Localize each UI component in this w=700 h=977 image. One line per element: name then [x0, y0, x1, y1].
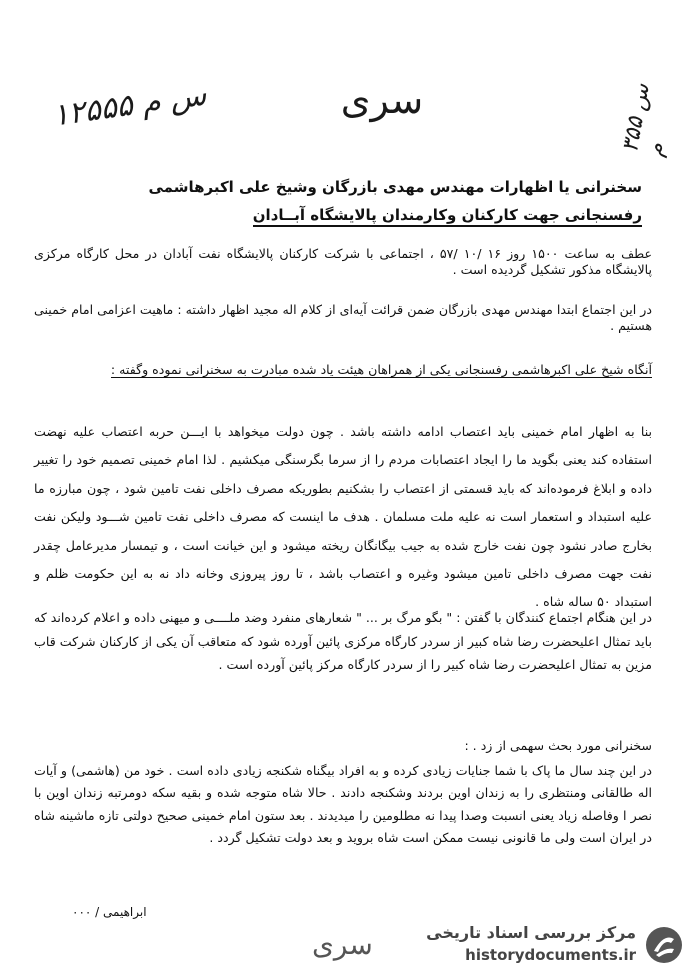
paragraph	[34, 362, 652, 378]
paragraph-text	[34, 362, 652, 378]
paragraph-text: عطف به ساعت ۱۵۰۰ روز ۱۶ /۱۰ /۵۷ ، اجتماعی با شرکت کارکنان پالایشگاه نفت آبادان در محل کارگاه مرکزی پالایشگاه مذکور تشکیل گردیده است .	[34, 246, 652, 277]
watermark-url: historydocuments.ir	[465, 946, 636, 964]
classification-stamp-top: سری	[340, 78, 424, 122]
paragraph	[34, 606, 652, 677]
paragraph	[34, 760, 652, 850]
side-note: ۳۵۵ س م	[618, 81, 670, 159]
paragraph-text: در این هنگام اجتماع کنندگان با گفتن : " بگو مرگ بر ... " شعارهای منفرد وضد ملــــی و میهنی داده و اعلام کرده‌اند که باید تمثال اعلیحضرت رضا شاه کبیر از سردر کارگاه مرکزی پائین آورده شود که متعاقب آن یکی از کارکنان شرکت قاب مزین به تمثال اعلیحضرت رضا شاه کبیر را از سردر کارگاه مرکز پائین آورده است .	[34, 610, 652, 673]
watermark	[384, 921, 684, 969]
paragraph	[34, 418, 652, 617]
paragraph-text: سخنرانی مورد بحث سهمی از زد . :	[464, 738, 652, 753]
watermark-title: مرکز بررسی اسناد تاریخی	[426, 923, 636, 942]
heading-line-2: رفسنجانی جهت کارکنان وکارمندان پالایشگاه آبــادان	[253, 206, 642, 227]
signature: ابراهیمی / ۰۰۰	[72, 905, 147, 919]
reference-number: ۱۲۵۵۵ س م	[50, 77, 209, 134]
heading-line-1: سخنرانی یا اظهارات مهندس مهدی بازرگان وشیخ علی اکبرهاشمی	[148, 178, 642, 196]
paragraph	[34, 302, 652, 334]
archive-logo-icon	[644, 925, 684, 965]
paragraph	[34, 738, 652, 754]
paragraph	[34, 246, 652, 278]
classification-stamp-bottom: سری	[312, 928, 373, 961]
paragraph-text: در این اجتماع ابتدا مهندس مهدی بازرگان ضمن قرائت آیه‌ای از کلام اله مجید اظهار داشته : ماهیت اعزامی امام خمینی هستیم .	[34, 302, 652, 333]
underlined-text: آنگاه شیخ علی اکبرهاشمی رفسنجانی یکی از همراهان هیئت یاد شده مبادرت به سخنرانی نموده وگفته :	[110, 362, 652, 377]
paragraph-text: بنا به اظهار امام خمینی باید اعتصاب ادامه داشته باشد . چون دولت میخواهد با ایـــن حربه اعتصاب علیه نهضت استفاده کند یعنی بگوید ما را ایجاد اعتصابات مردم را از سرما بگرسنگی میکشیم . لذا امام خمینی تصمیم خود را تغییر داده و ابلاغ فرموده‌اند که باید قسمتی از اعتصاب را بشکنیم بطوریکه مصرف داخلی نفت تامین شود ، چون مبارزه ما علیه استبداد و استعمار است نه علیه ملت مسلمان . هدف ما اینست که مصرف داخلی نفت تامین شـــود ولیکن نفت بخارج صادر نشود چون نفت خارج شده به جیب بیگانگان ریخته میشود و این خیانت است ، و تیمسار مدیرعامل چقدر نفت جهت مصرف داخلی تامین میشود وغیره و اعتصاب باشد ، تا روز پیروزی وخانه داد نه به این حکومت ظلم و استبداد ۵۰ ساله شاه .	[34, 424, 652, 610]
paragraph-text: در این چند سال ما پاک با شما جنایات زیادی کرده و به افراد بیگناه شکنجه زیادی داده است . خود من (هاشمی) و آیات اله طالقانی ومنتظری را به زندان اوین بردند وشکنجه دادند . حالا شاه متوجه شده و بقیه سکه دومرتبه زندان اوین با نصر ا وفاصله زیاد یعنی انسبت وصدا پیدا نه مطلومین را میدیدند . بعد ستون امام خمینی صحیح دولتی تازه ماشینه شاه در ایران است ولی ما قانونی نیست ممکن است شاه بروید و بعد دولت تشکیل گردد .	[34, 763, 652, 846]
